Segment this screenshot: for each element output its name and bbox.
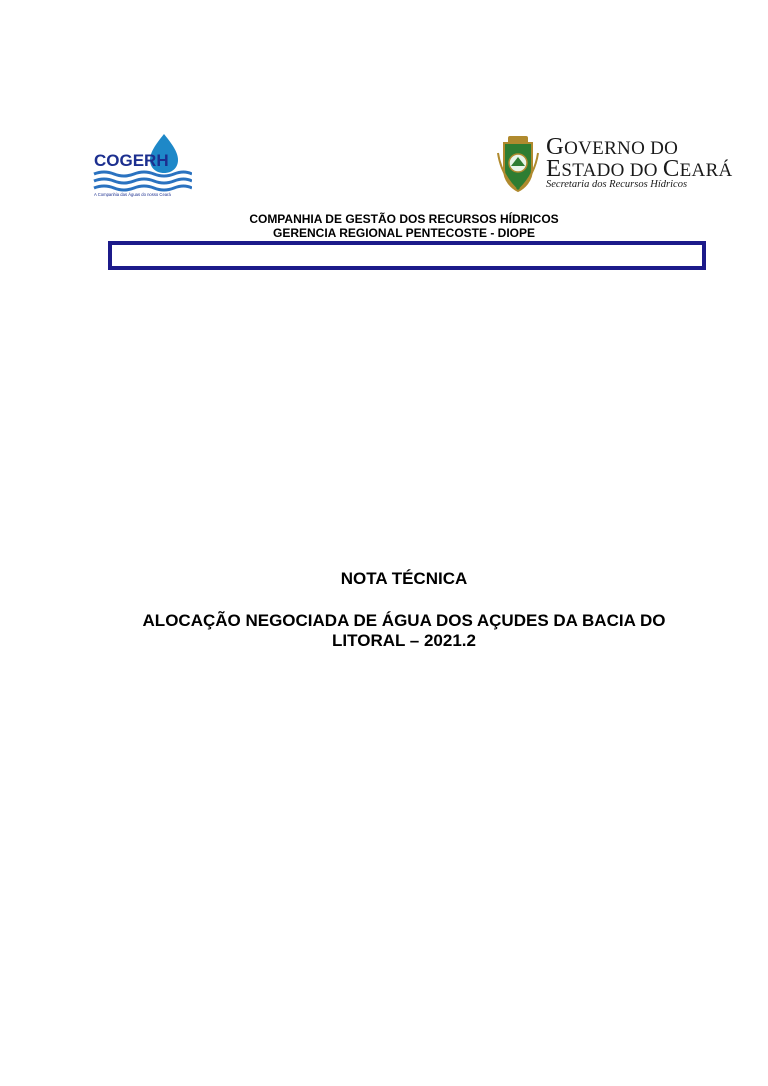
subtitle-line-1: ALOCAÇÃO NEGOCIADA DE ÁGUA DOS AÇUDES DA BACIA DO <box>142 611 666 630</box>
document-title: NOTA TÉCNICA <box>340 569 468 588</box>
document-subtitle <box>104 611 704 651</box>
subtitle-line-2: LITORAL – 2021.2 <box>332 631 476 650</box>
header-divider-box <box>108 241 706 270</box>
secretaria-line: Secretaria dos Recursos Hídricos <box>546 179 688 190</box>
svg-text:A Companhia das Águas do nosso: A Companhia das Águas do nosso Ceará <box>94 192 171 197</box>
cogerh-logo-graphic <box>92 130 192 198</box>
governo-ceara-logo <box>496 133 733 193</box>
company-name: COMPANHIA DE GESTÃO DOS RECURSOS HÍDRICOS <box>249 212 559 226</box>
regional-office: GERENCIA REGIONAL PENTECOSTE - DIOPE <box>272 226 536 240</box>
state-coat-of-arms-icon <box>496 133 540 193</box>
svg-text:COGERH: COGERH <box>94 151 169 170</box>
governo-line: GOVERNO DO <box>546 133 679 160</box>
estado-line: ESTADO DO CEARÁ <box>546 155 733 182</box>
cogerh-logo <box>92 130 192 198</box>
